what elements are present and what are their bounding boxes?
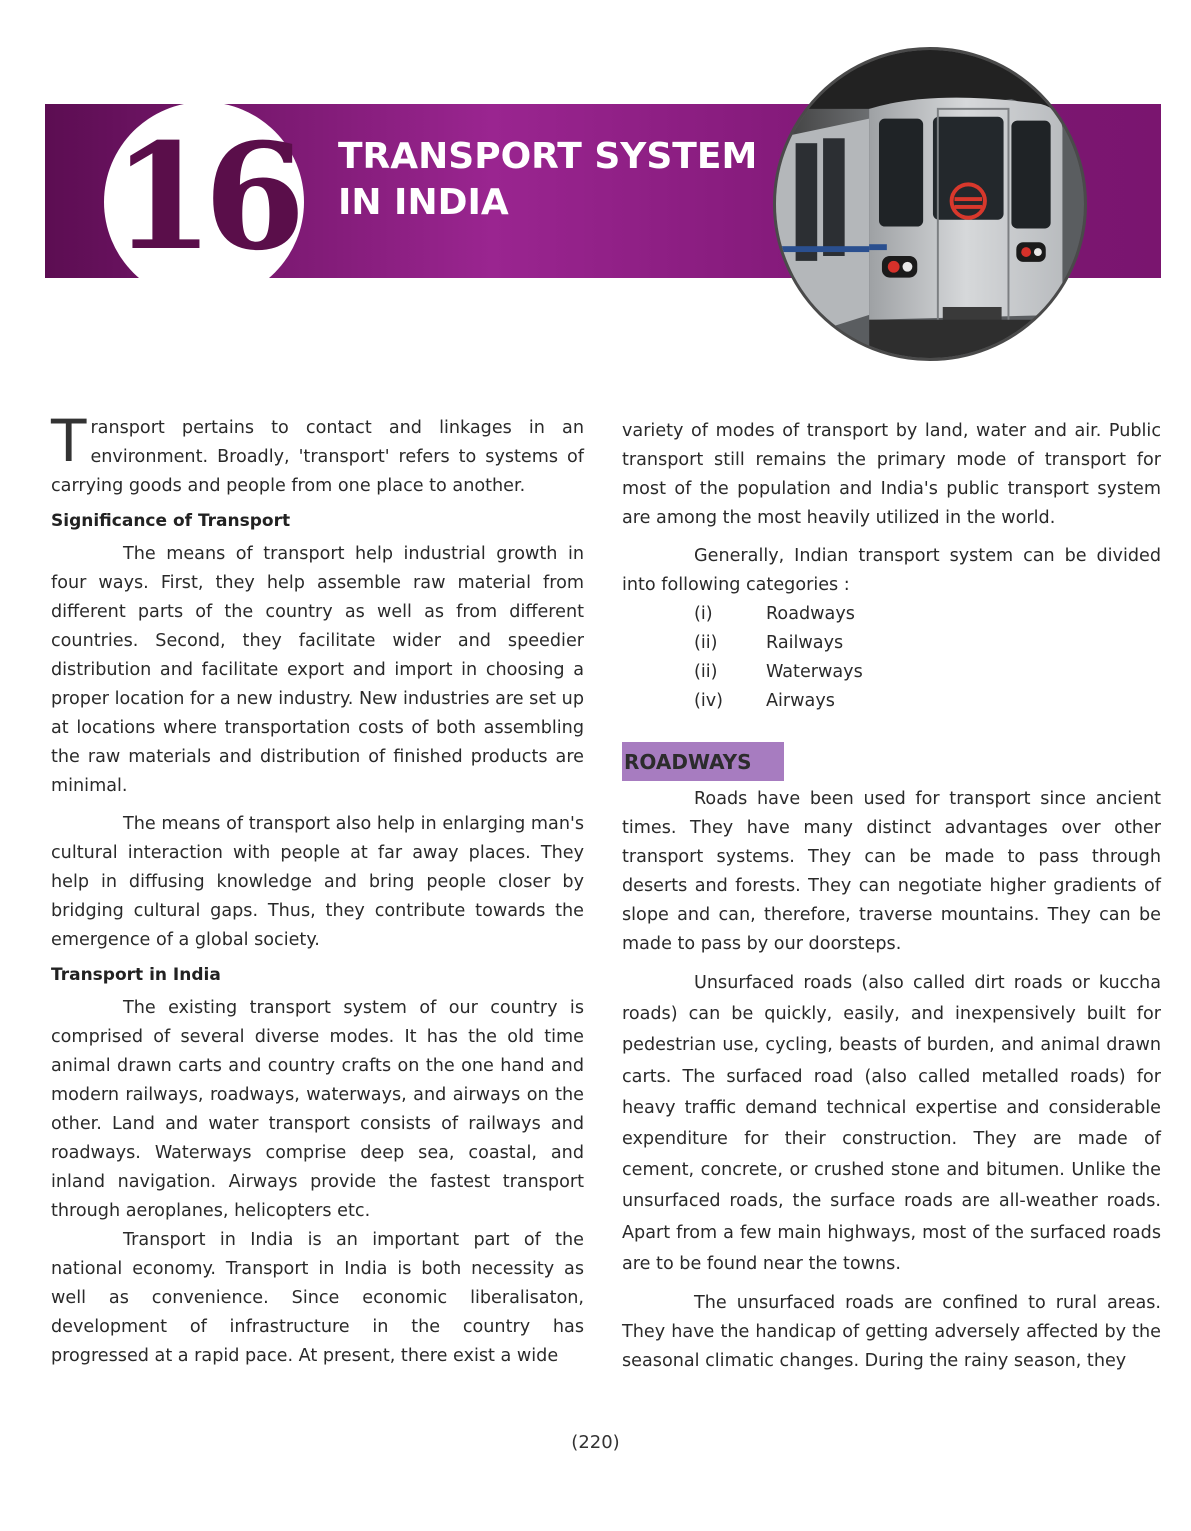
paragraph-india-1: The existing transport system of our country is comprised of several diverse modes. It has the old time animal drawn carts and country crafts on the one hand and modern railways, roadways, waterways, and airways on the other. Land and water transport consists of railways and roadways. Waterways comprise deep sea, coastal, and inland navigation. Airways provide the fastest transport through aeroplanes, helicopters etc. <box>51 998 584 1221</box>
list-item <box>694 629 1161 658</box>
list-item-number: (ii) <box>694 662 718 682</box>
list-item-number: (ii) <box>694 633 718 653</box>
section-heading-roadways: ROADWAYS <box>622 742 784 781</box>
list-item-label: Waterways <box>766 662 863 682</box>
paragraph-significance-2: The means of transport also help in enlarging man's cultural interaction with people at far away places. They help in diffusing knowledge and bring people closer by bridging cultural gaps. Thus, they contribute towards the emergence of a global society. <box>51 814 584 950</box>
list-item-label: Roadways <box>766 604 855 624</box>
intro-text: ransport pertains to contact and linkages in an environment. Broadly, 'transport' refers to systems of carrying goods and people from one place to another. <box>51 418 584 496</box>
heading-transport-in-india: Transport in India <box>51 965 221 985</box>
left-column <box>51 407 584 1371</box>
metro-train-image <box>773 47 1087 361</box>
paragraph-india-2: Transport in India is an important part of the national economy. Transport in India is both necessity as well as convenience. Since economic liberalisaton, development of infrastructure in the country has progressed at a rapid pace. At present, there exist a wide <box>51 1230 584 1366</box>
paragraph-continued: variety of modes of transport by land, water and air. Public transport still remains the primary mode of transport for most of the population and India's public transport system are among the most heavily utilized in the world. <box>622 421 1161 528</box>
paragraph-significance-1: The means of transport help industrial growth in four ways. First, they help assemble raw material from different parts of the country as well as from different countries. Second, they facilitate wider and speedier distribution and facilitate export and import in choosing a proper location for a new industry. New industries are set up at locations where transportation costs of both assembling the raw materials and distribution of finished products are minimal. <box>51 544 584 796</box>
paragraph-roads-1: Roads have been used for transport since ancient times. They have many distinct advantages over other transport systems. They can be made to pass through deserts and forests. They can negotiate higher gradients of slope and can, therefore, traverse mountains. They can be made to pass by our doorsteps. <box>622 789 1161 954</box>
categories-list <box>622 600 1161 716</box>
list-item <box>694 658 1161 687</box>
list-item-number: (iv) <box>694 691 724 711</box>
list-item-label: Railways <box>766 633 844 653</box>
list-item <box>694 600 1161 629</box>
right-column <box>622 417 1161 1376</box>
chapter-number: 16 <box>112 112 296 283</box>
list-item <box>694 687 1161 716</box>
paragraph-categories: Generally, Indian transport system can be divided into following categories : <box>622 546 1161 595</box>
list-item-number: (i) <box>694 604 713 624</box>
paragraph-roads-2: Unsurfaced roads (also called dirt roads or kuccha roads) can be quickly, easily, and inexpensively built for pedestrian use, cycling, beasts of burden, and animal drawn carts. The surfaced road (also called metalled roads) for heavy traffic demand technical expertise and considerable expenditure for their construction. They are made of cement, concrete, or crushed stone and bitumen. Unlike the unsurfaced roads, the surface roads are all-weather roads. Apart from a few main highways, most of the surfaced roads are to be found near the towns. <box>622 973 1161 1274</box>
dropcap-letter: T <box>51 407 87 475</box>
heading-significance: Significance of Transport <box>51 511 291 531</box>
paragraph-roads-3: The unsurfaced roads are confined to rural areas. They have the handicap of getting adversely affected by the seasonal climatic changes. During the rainy season, they <box>622 1293 1161 1372</box>
page-number: (220) <box>571 1432 620 1453</box>
intro-paragraph <box>51 407 584 501</box>
chapter-title: TRANSPORT SYSTEM IN INDIA <box>338 136 758 223</box>
list-item-label: Airways <box>766 691 835 711</box>
